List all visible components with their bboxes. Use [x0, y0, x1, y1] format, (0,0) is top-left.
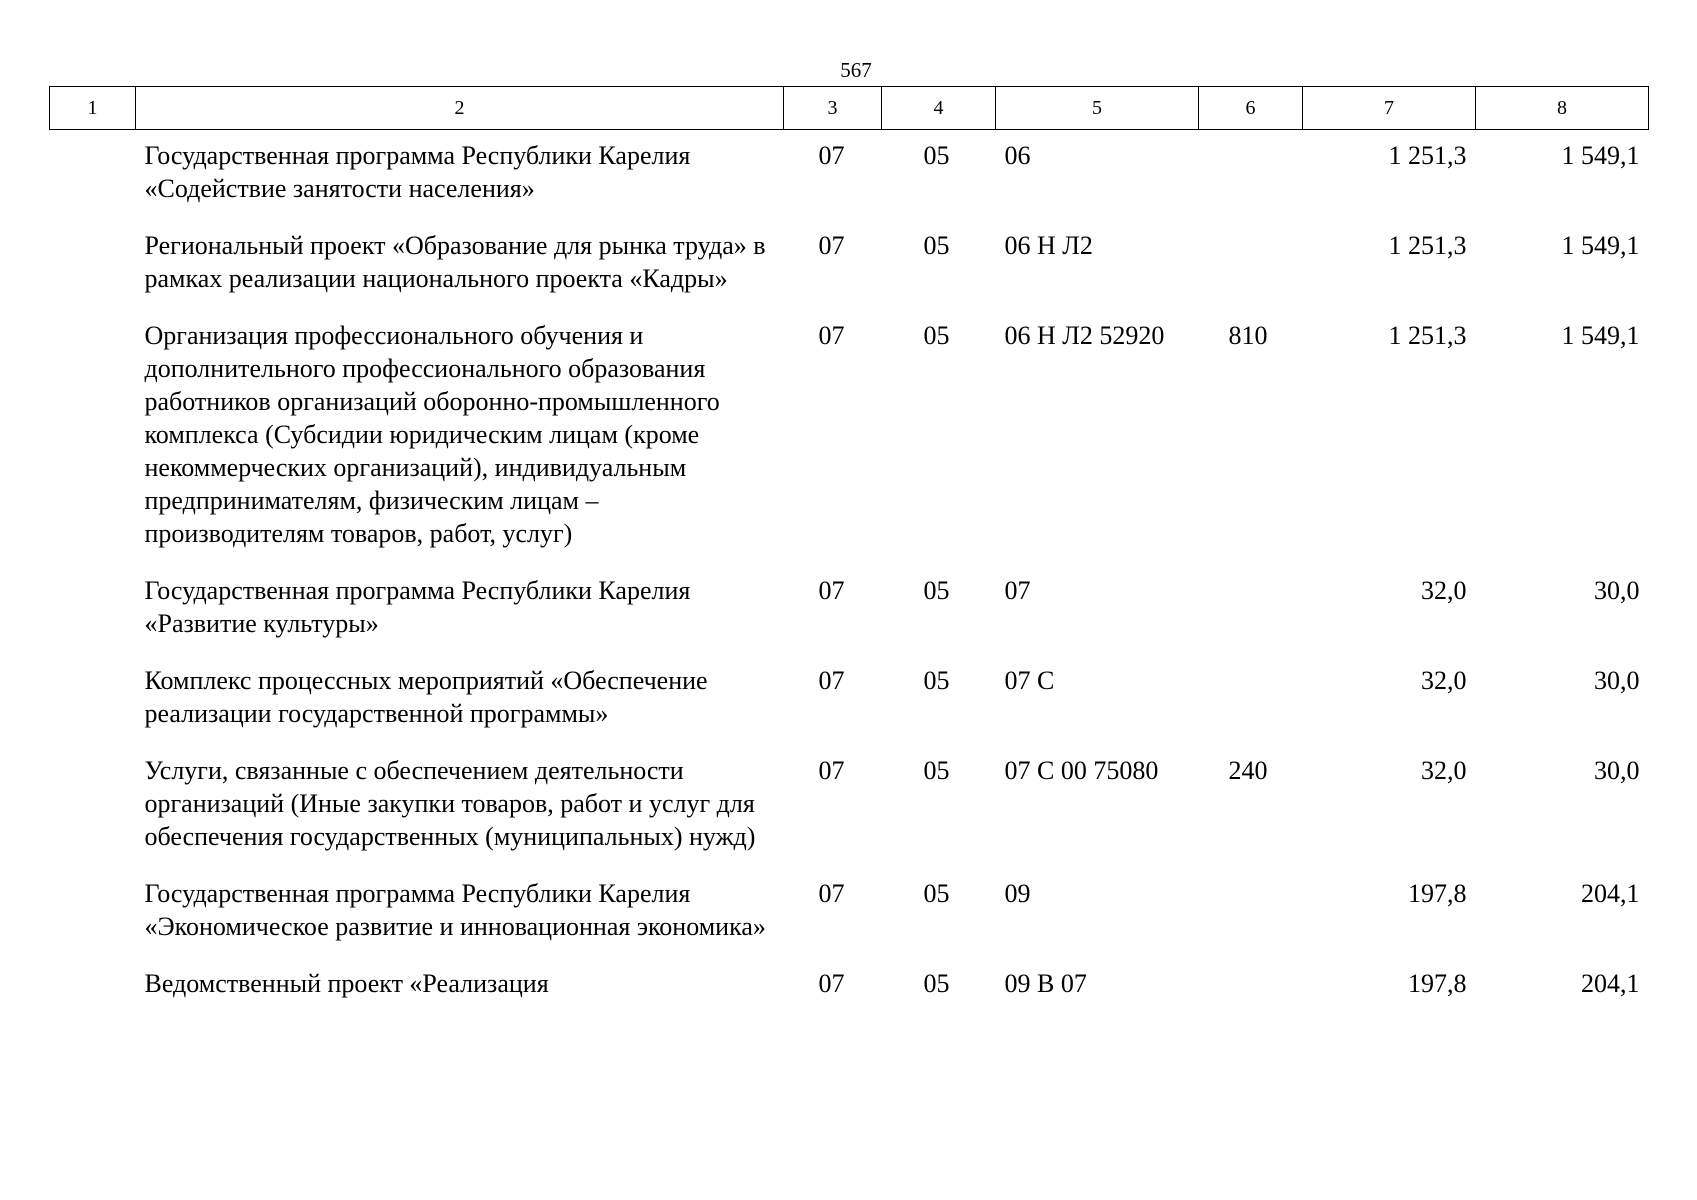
column-header-3: 3: [784, 87, 882, 130]
row-spacer: [50, 958, 136, 1015]
row-target-article: 07: [1004, 576, 1031, 605]
row-section: 07: [818, 576, 845, 605]
column-header-6: 6: [1199, 87, 1303, 130]
row-expense-type: [1199, 565, 1303, 655]
row-amount-col8: 204,1: [1581, 879, 1640, 908]
row-name: Ведомственный проект «Реализация: [144, 969, 549, 998]
row-name: Государственная программа Республики Карелия «Содействие занятости населения»: [144, 141, 691, 203]
row-target-article: 06: [1004, 141, 1031, 170]
row-section: 07: [818, 756, 845, 785]
row-name: Государственная программа Республики Карелия «Развитие культуры»: [144, 576, 691, 638]
row-subsection: 05: [923, 321, 950, 350]
row-spacer: [50, 310, 136, 565]
row-amount-col8: 1 549,1: [1561, 141, 1640, 170]
row-section: 07: [818, 666, 845, 695]
row-amount-col8: 30,0: [1594, 576, 1640, 605]
table-row: [50, 655, 1649, 745]
row-subsection: 05: [923, 576, 950, 605]
row-subsection: 05: [923, 666, 950, 695]
row-expense-type: 810: [1228, 321, 1268, 350]
row-section: 07: [818, 321, 845, 350]
row-name: Услуги, связанные с обеспечением деятельности организаций (Иные закупки товаров, работ и услуг для обеспечения государственных (муниципальных) нужд): [144, 756, 756, 851]
row-amount-col7: 32,0: [1421, 576, 1467, 605]
row-target-article: 09: [1004, 879, 1031, 908]
row-expense-type: [1199, 868, 1303, 958]
column-header-1: 1: [50, 87, 136, 130]
row-section: 07: [818, 969, 845, 998]
row-target-article: 07 С 00 75080: [1004, 756, 1159, 785]
table-row: [50, 958, 1649, 1015]
row-amount-col7: 1 251,3: [1388, 231, 1467, 260]
row-spacer: [50, 220, 136, 310]
row-expense-type: [1199, 958, 1303, 1015]
row-subsection: 05: [923, 969, 950, 998]
column-header-5: 5: [996, 87, 1199, 130]
row-name: Комплекс процессных мероприятий «Обеспечение реализации государственной программы»: [144, 666, 708, 728]
row-expense-type: [1199, 220, 1303, 310]
row-amount-col7: 197,8: [1408, 969, 1467, 998]
row-target-article: 06 Н Л2 52920: [1004, 321, 1165, 350]
row-spacer: [50, 655, 136, 745]
table-row: [50, 130, 1649, 221]
column-header-4: 4: [882, 87, 996, 130]
column-header-7: 7: [1303, 87, 1476, 130]
table-row: [50, 745, 1649, 868]
table-row: [50, 868, 1649, 958]
row-amount-col7: 197,8: [1408, 879, 1467, 908]
row-target-article: 09 В 07: [1004, 969, 1087, 998]
table-row: [50, 565, 1649, 655]
row-amount-col8: 30,0: [1594, 756, 1640, 785]
row-subsection: 05: [923, 879, 950, 908]
page-number: 567: [840, 58, 872, 82]
row-name: Государственная программа Республики Карелия «Экономическое развитие и инновационная экономика»: [144, 879, 766, 941]
column-number-header: [50, 87, 1649, 130]
row-target-article: 07 С: [1004, 666, 1055, 695]
row-section: 07: [818, 141, 845, 170]
row-amount-col7: 32,0: [1421, 666, 1467, 695]
budget-table: [49, 86, 1649, 1015]
row-expense-type: [1199, 655, 1303, 745]
row-spacer: [50, 130, 136, 221]
row-amount-col8: 1 549,1: [1561, 321, 1640, 350]
row-amount-col7: 1 251,3: [1388, 321, 1467, 350]
table-row: [50, 310, 1649, 565]
row-spacer: [50, 868, 136, 958]
row-amount-col8: 30,0: [1594, 666, 1640, 695]
row-spacer: [50, 565, 136, 655]
row-amount-col7: 32,0: [1421, 756, 1467, 785]
row-subsection: 05: [923, 231, 950, 260]
row-subsection: 05: [923, 756, 950, 785]
table-row: [50, 220, 1649, 310]
row-spacer: [50, 745, 136, 868]
row-name: Организация профессионального обучения и дополнительного профессионального образования работников организаций оборонно-промышленного комплекса (Субсидии юридическим лицам (кроме некоммерческих организаций), индивидуальным предпринимателям, физическим лицам – производителям товаров, работ, услуг): [144, 321, 720, 548]
row-target-article: 06 Н Л2: [1004, 231, 1093, 260]
row-expense-type: [1199, 130, 1303, 221]
row-section: 07: [818, 879, 845, 908]
row-amount-col8: 1 549,1: [1561, 231, 1640, 260]
row-name: Региональный проект «Образование для рынка труда» в рамках реализации национального проекта «Кадры»: [144, 231, 766, 293]
row-amount-col8: 204,1: [1581, 969, 1640, 998]
column-header-8: 8: [1476, 87, 1649, 130]
row-expense-type: 240: [1228, 756, 1268, 785]
column-header-2: 2: [136, 87, 784, 130]
row-amount-col7: 1 251,3: [1388, 141, 1467, 170]
row-subsection: 05: [923, 141, 950, 170]
row-section: 07: [818, 231, 845, 260]
